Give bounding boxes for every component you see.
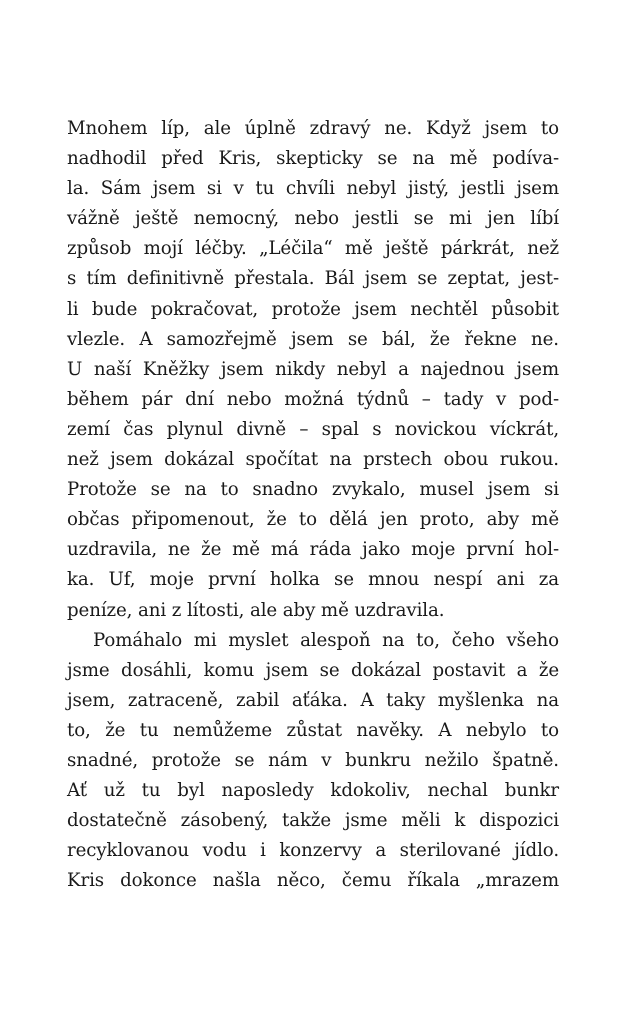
text-line: to, že tu nemůžeme zůstat navěky. A nebylo to	[67, 719, 559, 741]
text-line: dostatečně zásobený, takže jsme měli k dispozici	[67, 810, 559, 832]
text-line: občas připomenout, že to dělá jen proto, aby mě	[67, 509, 559, 531]
text-line: jsme dosáhli, komu jsem se dokázal postavit a že	[67, 659, 559, 681]
text-line: Protože se na to snadno zvykalo, musel jsem si	[67, 479, 559, 501]
text-line: jsem, zatraceně, zabil aťáka. A taky myšlenka na	[67, 689, 559, 711]
text-line: snadné, protože se nám v bunkru nežilo špatně.	[67, 749, 559, 771]
text-line: li bude pokračovat, protože jsem nechtěl působit	[67, 298, 559, 320]
text-line: Ať už tu byl naposledy kdokoliv, nechal bunkr	[67, 780, 559, 802]
paragraph-2	[67, 626, 559, 897]
text-line: U naší Kněžky jsem nikdy nebyl a najednou jsem	[67, 358, 559, 380]
text-line: ka. Uf, moje první holka se mnou nespí ani za	[67, 569, 559, 591]
text-line: recyklovanou vodu i konzervy a sterilované jídlo.	[67, 840, 559, 862]
text-line: vážně ještě nemocný, nebo jestli se mi jen líbí	[67, 208, 559, 230]
text-line: vlezle. A samozřejmě jsem se bál, že řekne ne.	[67, 328, 559, 350]
text-line: uzdravila, ne že mě má ráda jako moje první hol-	[67, 539, 559, 561]
text-line: nadhodil před Kris, skepticky se na mě podíva-	[67, 148, 559, 170]
text-line: způsob mojí léčby. „Léčila“ mě ještě párkrát, než	[67, 238, 559, 260]
text-line: Pomáhalo mi myslet alespoň na to, čeho všeho	[93, 629, 559, 651]
text-line: la. Sám jsem si v tu chvíli nebyl jistý, jestli jsem	[67, 178, 559, 200]
text-line: Kris dokonce našla něco, čemu říkala „mrazem	[67, 870, 559, 892]
text-line: Mnohem líp, ale úplně zdravý ne. Když jsem to	[67, 118, 559, 139]
text-line: během pár dní nebo možná týdnů – tady v pod-	[67, 388, 559, 410]
body-text	[67, 114, 559, 896]
text-line: s tím definitivně přestala. Bál jsem se zeptat, jest-	[67, 268, 559, 290]
text-line: peníze, ani z lítosti, ale aby mě uzdravila.	[67, 599, 445, 621]
text-line: zemí čas plynul divně – spal s novickou víckrát,	[67, 418, 559, 440]
paragraph-1	[67, 114, 559, 626]
text-line: než jsem dokázal spočítat na prstech obou rukou.	[67, 449, 559, 471]
